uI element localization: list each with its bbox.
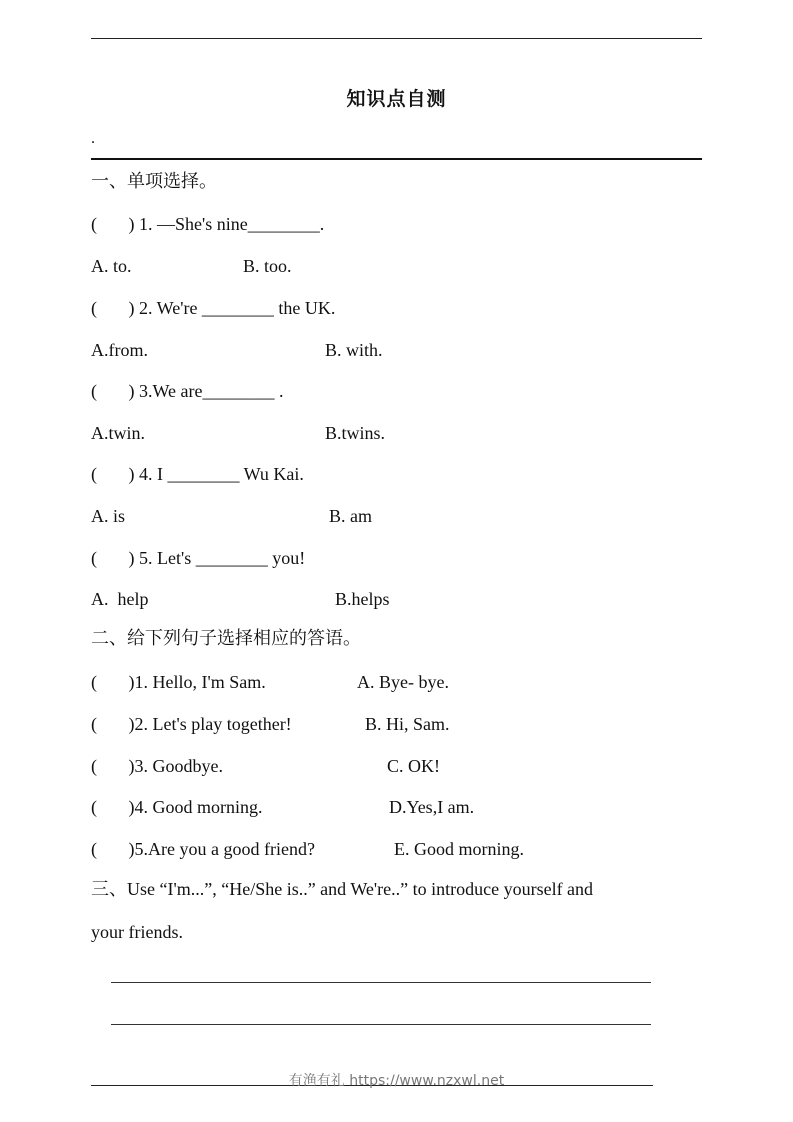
s1-q5-stem: ( ) 5. Let's ________ you!: [91, 548, 306, 568]
s1-q5-option-a: A. help: [91, 589, 149, 609]
s1-q3-stem: ( ) 3.We are________ .: [91, 381, 284, 401]
section2-heading: 二、给下列句子选择相应的答语。: [91, 628, 361, 649]
s1-q4-option-b: B. am: [329, 506, 372, 526]
s1-q1-stem: ( ) 1. —She's nine________.: [91, 214, 325, 234]
s2-q1: ( )1. Hello, I'm Sam.: [91, 672, 266, 692]
section3-instruction-line1: Use “I'm...”, “He/She is..” and We're..” to introduce yourself and: [127, 879, 594, 899]
footer-watermark: 有渔有礼 https://www.nzxwl.net: [288, 1073, 505, 1089]
s1-q1-option-a: A. to.: [91, 256, 132, 276]
s2-q2: ( )2. Let's play together!: [91, 714, 292, 734]
section1-heading: 一、单项选择。: [91, 171, 217, 192]
s2-q4: ( )4. Good morning.: [91, 797, 263, 817]
s1-q2-option-b: B. with.: [325, 340, 383, 360]
dot-mark: .: [91, 130, 95, 147]
section3-heading: [91, 878, 593, 901]
header-rule: [91, 38, 702, 39]
s1-q2-stem: ( ) 2. We're ________ the UK.: [91, 298, 336, 318]
section3-prefix: 三、: [91, 879, 127, 900]
s2-answer-d: D.Yes,I am.: [389, 797, 475, 817]
s1-q4-stem: ( ) 4. I ________ Wu Kai.: [91, 464, 304, 484]
s2-answer-c: C. OK!: [387, 756, 440, 776]
s2-q3: ( )3. Goodbye.: [91, 756, 223, 776]
s2-answer-b: B. Hi, Sam.: [365, 714, 450, 734]
s2-q5: ( )5.Are you a good friend?: [91, 839, 315, 859]
s2-answer-e: E. Good morning.: [394, 839, 524, 859]
s1-q3-option-b: B.twins.: [325, 423, 386, 443]
s2-answer-a: A. Bye- bye.: [357, 672, 449, 692]
answer-line-1[interactable]: [111, 982, 651, 983]
s1-q2-option-a: A.from.: [91, 340, 148, 360]
answer-line-2[interactable]: [111, 1024, 651, 1025]
section3-instruction-line2: your friends.: [91, 922, 183, 942]
s1-q1-option-b: B. too.: [243, 256, 292, 276]
s1-q3-option-a: A.twin.: [91, 423, 145, 443]
page-title: 知识点自测: [346, 88, 447, 110]
s1-q5-option-b: B.helps: [335, 589, 390, 609]
title-underline: [91, 158, 702, 160]
s1-q4-option-a: A. is: [91, 506, 126, 526]
